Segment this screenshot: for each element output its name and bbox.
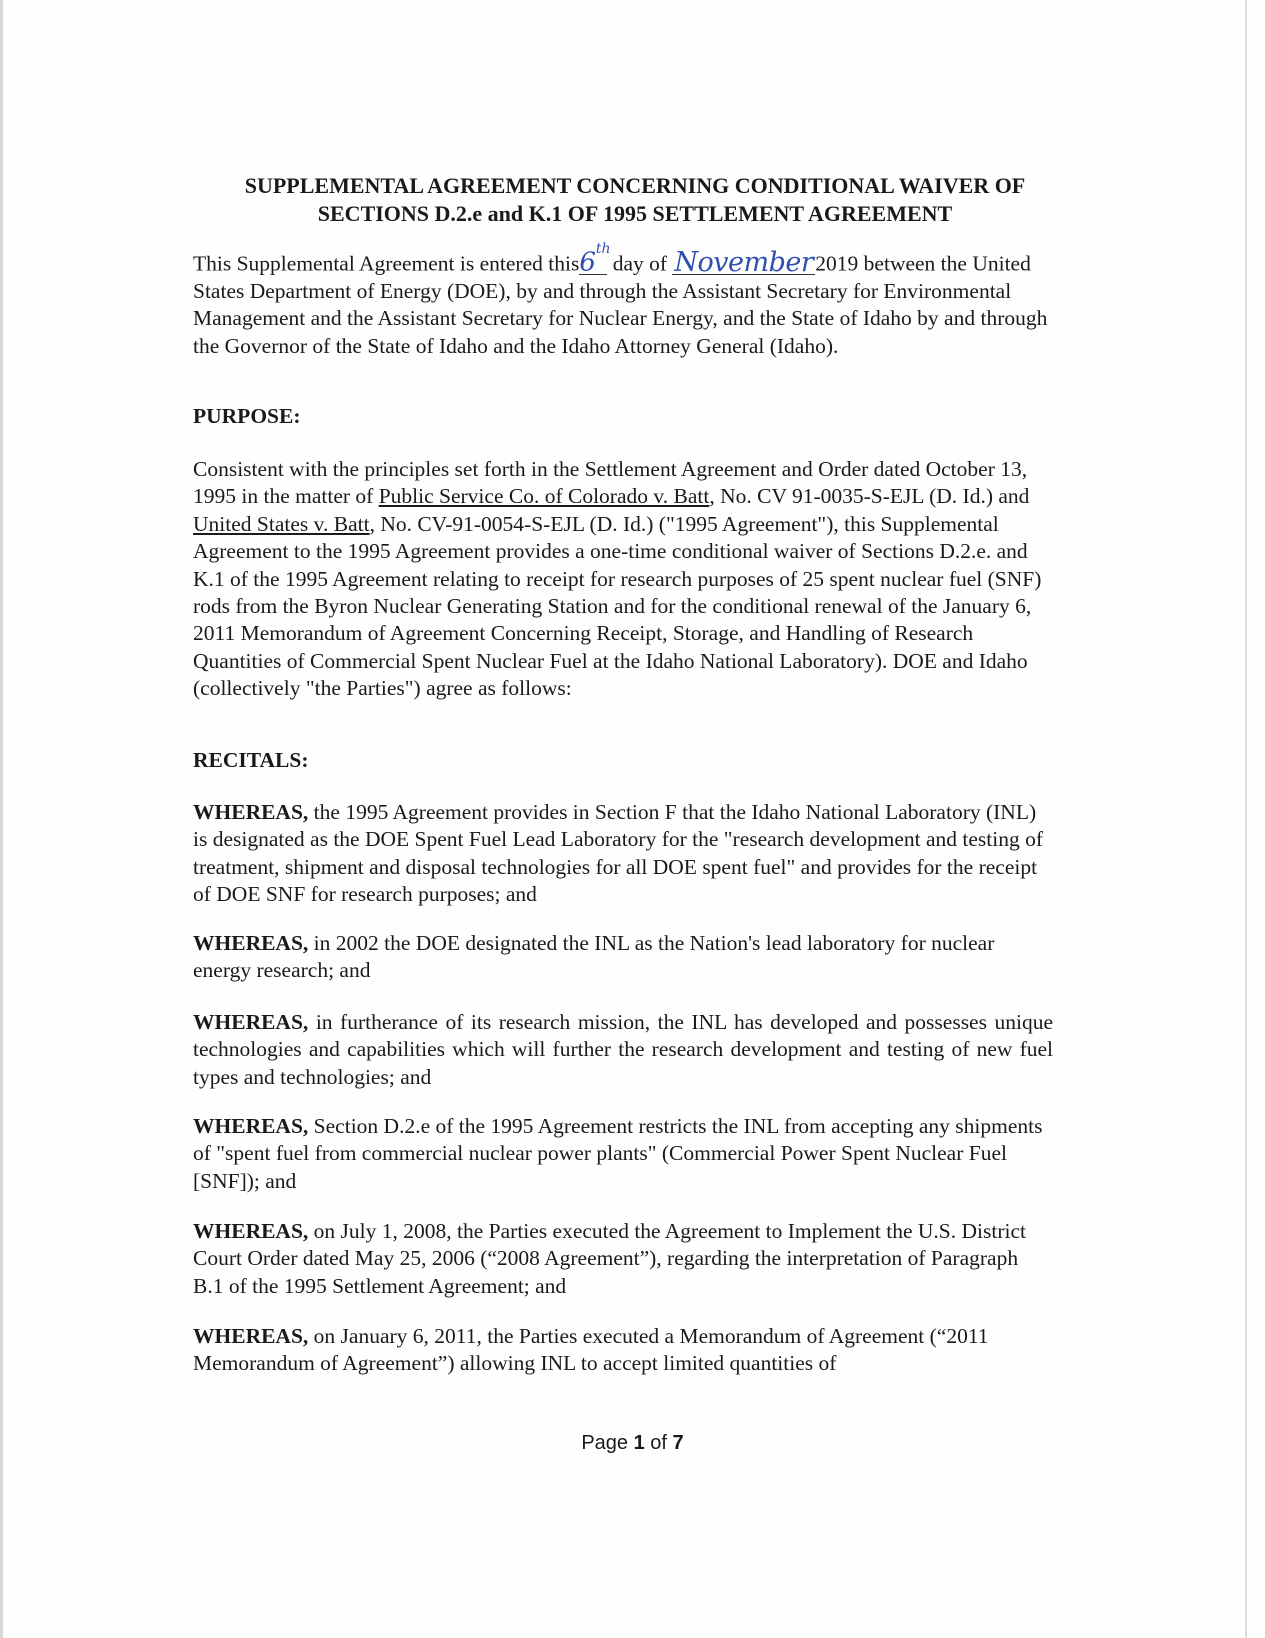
title-line-1: SUPPLEMENTAL AGREEMENT CONCERNING CONDITIONAL WAIVER OF xyxy=(244,173,1026,198)
recital-lead: WHEREAS, xyxy=(193,1114,309,1138)
case-citation-1: Public Service Co. of Colorado v. Batt xyxy=(378,484,710,509)
intro-text-b: day of xyxy=(607,251,673,276)
page-number: 1 xyxy=(633,1432,645,1454)
recital-paragraph: WHEREAS, in 2002 the DOE designated the INL as the Nation's lead laboratory for nuclear energy research; and xyxy=(193,931,995,983)
intro-paragraph xyxy=(193,241,1053,360)
intro-text-c: 2019 between the United States Department of Energy (DOE), by and through the Assistant Secretary for Environmental Management and the Assistant Secretary for Nuclear Energy, and the State of Idaho by and through the Governor of the State of Idaho and the Idaho Attorney General (Idaho). xyxy=(193,251,1048,358)
recital-paragraph: WHEREAS, in furtherance of its research mission, the INL has developed and possesses unique technologies and capabilities which will further the research development and testing of new fuel types and technologies; and xyxy=(193,1010,1053,1089)
page-total: 7 xyxy=(672,1432,684,1454)
title-line-2: SECTIONS D.2.e and K.1 OF 1995 SETTLEMENT AGREEMENT xyxy=(317,201,953,226)
case-citation-2: United States v. Batt xyxy=(193,511,370,536)
recital-paragraph: WHEREAS, Section D.2.e of the 1995 Agreement restricts the INL from accepting any shipments of "spent fuel from commercial nuclear power plants" (Commercial Power Spent Nuclear Fuel [SNF]); and xyxy=(193,1114,1043,1193)
handwritten-month: November xyxy=(674,246,814,278)
purpose-heading: PURPOSE: xyxy=(193,404,301,428)
recital-lead: WHEREAS, xyxy=(193,800,309,824)
handwritten-day: 6th xyxy=(579,241,611,278)
recital-paragraph: WHEREAS, on January 6, 2011, the Parties executed a Memorandum of Agreement (“2011 Memorandum of Agreement”) allowing INL to accept limited quantities of xyxy=(193,1324,989,1376)
recital-lead: WHEREAS, xyxy=(193,1324,309,1348)
scan-edge-left xyxy=(0,0,3,1638)
recital-lead: WHEREAS, xyxy=(193,931,309,955)
recital-paragraph: WHEREAS, on July 1, 2008, the Parties executed the Agreement to Implement the U.S. District Court Order dated May 25, 2006 (“2008 Agreement”), regarding the interpretation of Paragraph B.1 of the 1995 Settlement Agreement; and xyxy=(193,1219,1027,1298)
page-footer: Page 1 of 7 xyxy=(581,1432,684,1454)
scan-edge-right xyxy=(1245,0,1247,1638)
recital-lead: WHEREAS, xyxy=(193,1219,309,1243)
intro-text-a: This Supplemental Agreement is entered this xyxy=(193,251,580,276)
recitals-heading: RECITALS: xyxy=(193,748,309,772)
recital-lead: WHEREAS, xyxy=(193,1010,309,1034)
recital-paragraph: WHEREAS, the 1995 Agreement provides in Section F that the Idaho National Laboratory (INL) is designated as the DOE Spent Fuel Lead Laboratory for the "research development and testing of treatment, shipment and disposal technologies for all DOE spent fuel" and provides for the receipt of DOE SNF for research purposes; and xyxy=(193,800,1043,907)
purpose-paragraph: Consistent with the principles set forth in the Settlement Agreement and Order dated October 13, 1995 in the matter of Public Service Co. of Colorado v. Batt, No. CV 91-0035-S-EJL (D. Id.) and United States v. Batt, No. CV-91-0054-S-EJL (D. Id.) ("1995 Agreement"), this Supplemental Agreement to the 1995 Agreement provides a one-time conditional waiver of Sections D.2.e. and K.1 of the 1995 Agreement relating to receipt for research purposes of 25 spent nuclear fuel (SNF) rods from the Byron Nuclear Generating Station and for the conditional renewal of the January 6, 2011 Memorandum of Agreement Concerning Receipt, Storage, and Handling of Research Quantities of Commercial Spent Nuclear Fuel at the Idaho National Laboratory). DOE and Idaho (collectively "the Parties") agree as follows: xyxy=(193,457,1042,701)
handwritten-day-suffix: th xyxy=(595,241,611,257)
document-title xyxy=(150,172,1120,228)
